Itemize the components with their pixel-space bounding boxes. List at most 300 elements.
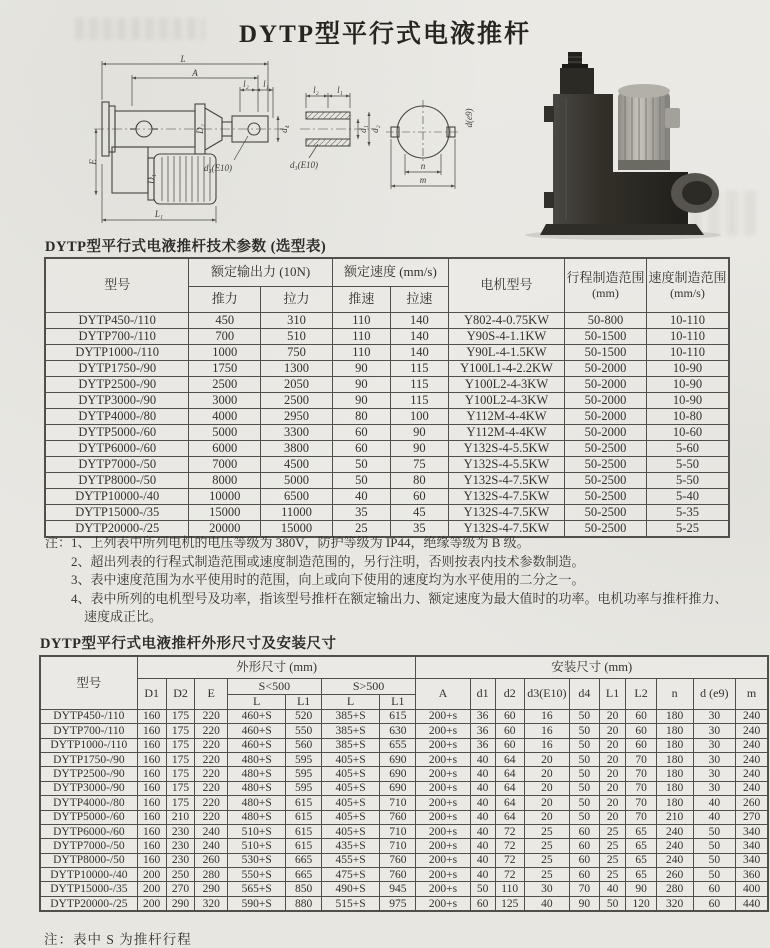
table-cell: 200+s bbox=[416, 738, 470, 752]
table-cell: 240 bbox=[656, 824, 693, 838]
table-cell: DYTP7000-/50 bbox=[46, 457, 189, 473]
col-header-d-e9: d (e9) bbox=[693, 679, 736, 710]
table-cell: 8000 bbox=[189, 473, 261, 489]
table-cell: 50 bbox=[599, 896, 626, 910]
table-cell: 320 bbox=[195, 896, 227, 910]
table-cell: 25 bbox=[524, 824, 569, 838]
table-cell: 5-25 bbox=[646, 521, 728, 537]
table-cell: 50 bbox=[570, 781, 600, 795]
table-cell: 45 bbox=[390, 505, 448, 521]
table-cell: 15000 bbox=[189, 505, 261, 521]
drawing-main-view bbox=[94, 61, 286, 223]
table-cell: 160 bbox=[137, 738, 166, 752]
table-cell: 60 bbox=[626, 709, 656, 723]
table-cell: 340 bbox=[736, 824, 768, 838]
table-cell: 90 bbox=[332, 393, 390, 409]
table-cell: 180 bbox=[656, 767, 693, 781]
table-cell: 200 bbox=[137, 896, 166, 910]
table-cell: 20 bbox=[524, 752, 569, 766]
dim-label-section-l1: l₁ bbox=[337, 85, 343, 95]
table-cell: 16 bbox=[524, 724, 569, 738]
table-cell: 200+s bbox=[416, 767, 470, 781]
table-cell: 665 bbox=[286, 853, 321, 867]
table-cell: 260 bbox=[195, 853, 227, 867]
table-cell: 4000 bbox=[189, 409, 261, 425]
table-cell: 160 bbox=[137, 796, 166, 810]
table-cell: 405+S bbox=[321, 781, 379, 795]
table-cell: 40 bbox=[470, 868, 495, 882]
table-cell: 710 bbox=[380, 796, 416, 810]
table-cell: 50 bbox=[570, 738, 600, 752]
table-cell: 240 bbox=[736, 781, 768, 795]
table-cell: 615 bbox=[380, 709, 416, 723]
table-cell: 5-50 bbox=[646, 473, 728, 489]
table-cell: 160 bbox=[137, 767, 166, 781]
table-cell: DYTP1000-/110 bbox=[46, 345, 189, 361]
table-cell: 50-2000 bbox=[565, 377, 647, 393]
table-cell: Y132S-4-7.5KW bbox=[448, 521, 564, 537]
col-header-stroke-range bbox=[565, 259, 647, 313]
table-cell: 180 bbox=[656, 796, 693, 810]
table-row bbox=[46, 329, 729, 345]
table-cell: 50-2500 bbox=[565, 473, 647, 489]
table-cell: 1750 bbox=[189, 361, 261, 377]
table-cell: 200+s bbox=[416, 709, 470, 723]
dim-label-L: L bbox=[180, 54, 186, 64]
table-cell: 615 bbox=[286, 796, 321, 810]
table-cell: 70 bbox=[570, 882, 600, 896]
table-cell: 20 bbox=[599, 724, 626, 738]
table-cell: Y100L2-4-3KW bbox=[448, 377, 564, 393]
table-cell: 50-2500 bbox=[565, 505, 647, 521]
table-cell: 90 bbox=[332, 361, 390, 377]
table-cell: 11000 bbox=[261, 505, 333, 521]
table-cell: 4500 bbox=[261, 457, 333, 473]
table-cell: 455+S bbox=[321, 853, 379, 867]
table-cell: DYTP4000-/80 bbox=[46, 409, 189, 425]
table-cell: 50-2000 bbox=[565, 409, 647, 425]
table-cell: 480+S bbox=[227, 781, 285, 795]
dim-label-d3e10: d₃(E10) bbox=[203, 163, 233, 173]
table-cell: 385+S bbox=[321, 724, 379, 738]
table-cell: 50-2500 bbox=[565, 457, 647, 473]
table-cell: 60 bbox=[570, 839, 600, 853]
table-cell: DYTP3000-/90 bbox=[41, 781, 138, 795]
col-header-L1-install: L1 bbox=[599, 679, 626, 710]
table-cell: 30 bbox=[693, 709, 736, 723]
table-cell: 180 bbox=[656, 709, 693, 723]
table-cell: 280 bbox=[656, 882, 693, 896]
table-cell: 40 bbox=[470, 824, 495, 838]
table-cell: 50 bbox=[570, 767, 600, 781]
table-cell: 30 bbox=[693, 724, 736, 738]
table-cell: 50-800 bbox=[565, 313, 647, 329]
table-cell: DYTP8000-/50 bbox=[41, 853, 138, 867]
table-cell: 40 bbox=[693, 796, 736, 810]
col-header-rated-speed: 额定速度 (mm/s) bbox=[332, 259, 448, 287]
table-cell: 50 bbox=[570, 724, 600, 738]
table-cell: 175 bbox=[166, 709, 195, 723]
table-cell: 5-50 bbox=[646, 457, 728, 473]
table-row bbox=[46, 489, 729, 505]
table-cell: 690 bbox=[380, 767, 416, 781]
table-cell: 25 bbox=[524, 839, 569, 853]
table-cell: 760 bbox=[380, 853, 416, 867]
table-row bbox=[41, 868, 768, 882]
table-cell: 510+S bbox=[227, 824, 285, 838]
table-cell: 70 bbox=[626, 767, 656, 781]
tech-table-title: DYTP型平行式电液推杆技术参数 (选型表) bbox=[45, 239, 327, 255]
table-cell: 10-110 bbox=[646, 329, 728, 345]
table-cell: 40 bbox=[470, 810, 495, 824]
table-cell: 175 bbox=[166, 781, 195, 795]
col-header-model: 型号 bbox=[46, 259, 189, 313]
table-cell: 220 bbox=[195, 781, 227, 795]
table-cell: DYTP6000-/60 bbox=[46, 441, 189, 457]
col-header-push-speed: 推速 bbox=[332, 287, 390, 313]
table-row bbox=[46, 393, 729, 409]
table-cell: 760 bbox=[380, 868, 416, 882]
table-cell: 280 bbox=[195, 868, 227, 882]
table-cell: DYTP450-/110 bbox=[46, 313, 189, 329]
table-cell: 160 bbox=[137, 724, 166, 738]
table-cell: 40 bbox=[599, 882, 626, 896]
table-row bbox=[46, 361, 729, 377]
table-cell: 440 bbox=[736, 896, 768, 910]
table-cell: 90 bbox=[390, 441, 448, 457]
table-cell: 20 bbox=[599, 709, 626, 723]
col-header-E: E bbox=[195, 679, 227, 710]
note-line-3: 3、表中速度范围为水平使用时的范围，向上或向下使用的速度均为水平使用的二分之一。 bbox=[71, 572, 585, 588]
table-cell: 320 bbox=[656, 896, 693, 910]
table-cell: 50-1500 bbox=[565, 345, 647, 361]
table-cell: 480+S bbox=[227, 810, 285, 824]
table-cell: 615 bbox=[286, 824, 321, 838]
table-cell: 590+S bbox=[227, 896, 285, 910]
table-cell: DYTP5000-/60 bbox=[46, 425, 189, 441]
table-cell: 40 bbox=[470, 853, 495, 867]
table-cell: 220 bbox=[195, 738, 227, 752]
table-cell: 75 bbox=[390, 457, 448, 473]
table-cell: 180 bbox=[656, 752, 693, 766]
table-cell: 945 bbox=[380, 882, 416, 896]
col-header-d2: d2 bbox=[495, 679, 524, 710]
table-row bbox=[46, 313, 729, 329]
col-header-model2: 型号 bbox=[41, 657, 138, 710]
table-cell: 880 bbox=[286, 896, 321, 910]
table-cell: 385+S bbox=[321, 738, 379, 752]
motor bbox=[618, 84, 680, 170]
table-cell: Y90S-4-1.1KW bbox=[448, 329, 564, 345]
page-title: DYTP型平行式电液推杆 bbox=[238, 21, 532, 48]
table-cell: 180 bbox=[656, 781, 693, 795]
col-header-n: n bbox=[656, 679, 693, 710]
dim-label-D1: D₁ bbox=[146, 174, 156, 184]
col-header-L-gt: L bbox=[321, 695, 379, 710]
table-cell: 140 bbox=[390, 329, 448, 345]
table-cell: DYTP15000-/35 bbox=[46, 505, 189, 521]
table-cell: 435+S bbox=[321, 839, 379, 853]
table-cell: 490+S bbox=[321, 882, 379, 896]
table-cell: 565+S bbox=[227, 882, 285, 896]
speed-range-unit: (mm/s) bbox=[670, 286, 705, 301]
dim-label-A: A bbox=[192, 68, 198, 78]
table-cell: DYTP1750-/90 bbox=[46, 361, 189, 377]
table-cell: 6000 bbox=[189, 441, 261, 457]
table-cell: 2950 bbox=[261, 409, 333, 425]
table-cell: 60 bbox=[693, 896, 736, 910]
table-cell: DYTP4000-/80 bbox=[41, 796, 138, 810]
table-row bbox=[41, 824, 768, 838]
note-line-2: 2、超出列表的行程式制造范围或速度制造范围的，另行注明，否则按表内技术参数制造。 bbox=[71, 553, 585, 569]
table-cell: DYTP1000-/110 bbox=[41, 738, 138, 752]
dim-label-section-d1: d₁ bbox=[358, 125, 368, 133]
table-cell: 460+S bbox=[227, 738, 285, 752]
table-cell: 60 bbox=[626, 738, 656, 752]
table-cell: 15000 bbox=[261, 521, 333, 537]
end-view-dimension-labels bbox=[420, 109, 474, 186]
tech-table-notes bbox=[45, 534, 750, 627]
table-cell: 700 bbox=[189, 329, 261, 345]
table-cell: 25 bbox=[599, 853, 626, 867]
table-cell: 60 bbox=[332, 425, 390, 441]
table-cell: 655 bbox=[380, 738, 416, 752]
table-cell: 2500 bbox=[261, 393, 333, 409]
col-header-d3: d3(E10) bbox=[524, 679, 569, 710]
table-cell: 2500 bbox=[189, 377, 261, 393]
table-cell: 30 bbox=[693, 752, 736, 766]
table-cell: 110 bbox=[495, 882, 524, 896]
table-row bbox=[41, 752, 768, 766]
table-cell: DYTP2500-/90 bbox=[41, 767, 138, 781]
table-cell: 160 bbox=[137, 824, 166, 838]
table-cell: 36 bbox=[470, 709, 495, 723]
table-cell: 60 bbox=[495, 724, 524, 738]
table-cell: 20 bbox=[599, 752, 626, 766]
table-cell: 10-110 bbox=[646, 345, 728, 361]
table-row bbox=[46, 425, 729, 441]
col-header-A: A bbox=[416, 679, 470, 710]
col-header-pull-speed: 拉速 bbox=[390, 287, 448, 313]
table-cell: 460+S bbox=[227, 724, 285, 738]
table-cell: 230 bbox=[166, 839, 195, 853]
drawing-dimension-labels bbox=[88, 54, 289, 219]
table-cell: 36 bbox=[470, 724, 495, 738]
dim-label-l1: l₁ bbox=[263, 79, 269, 89]
section-dimension-labels bbox=[290, 85, 380, 170]
table-cell: 60 bbox=[470, 896, 495, 910]
table-row bbox=[41, 738, 768, 752]
table-cell: 2050 bbox=[261, 377, 333, 393]
table-cell: 50 bbox=[470, 882, 495, 896]
table-cell: 70 bbox=[626, 781, 656, 795]
table-cell: 65 bbox=[626, 853, 656, 867]
table-cell: 160 bbox=[137, 752, 166, 766]
table-cell: 40 bbox=[470, 781, 495, 795]
table-cell: 200+s bbox=[416, 724, 470, 738]
table-cell: 615 bbox=[286, 839, 321, 853]
table-cell: 260 bbox=[656, 868, 693, 882]
table-cell: 290 bbox=[195, 882, 227, 896]
table-cell: 200+s bbox=[416, 853, 470, 867]
table-cell: 20 bbox=[599, 767, 626, 781]
table-cell: 690 bbox=[380, 752, 416, 766]
table-cell: DYTP1750-/90 bbox=[41, 752, 138, 766]
col-header-pull-force: 拉力 bbox=[261, 287, 333, 313]
table-cell: 595 bbox=[286, 767, 321, 781]
table-cell: 20000 bbox=[189, 521, 261, 537]
table-cell: 210 bbox=[656, 810, 693, 824]
table-cell: 850 bbox=[286, 882, 321, 896]
table-cell: 30 bbox=[524, 882, 569, 896]
table-cell: DYTP15000-/35 bbox=[41, 882, 138, 896]
table-cell: 70 bbox=[626, 796, 656, 810]
table-cell: 50 bbox=[693, 824, 736, 838]
table-cell: DYTP700-/110 bbox=[41, 724, 138, 738]
table-cell: 250 bbox=[166, 868, 195, 882]
table-cell: 110 bbox=[332, 329, 390, 345]
col-header-s-gt-500: S>500 bbox=[321, 679, 416, 695]
table-cell: 65 bbox=[626, 824, 656, 838]
table-cell: 25 bbox=[599, 824, 626, 838]
note-line-4: 4、表中所列的电机型号及功率，指该型号推杆在额定输出力、额定速度为最大值时的功率。电机功率与推杆推力、 bbox=[71, 590, 728, 606]
col-header-L2: L2 bbox=[626, 679, 656, 710]
table-cell: 40 bbox=[332, 489, 390, 505]
table-cell: 70 bbox=[626, 810, 656, 824]
table-cell: 20 bbox=[524, 796, 569, 810]
table-cell: 290 bbox=[166, 896, 195, 910]
col-header-d1: d1 bbox=[470, 679, 495, 710]
table-cell: 550 bbox=[286, 724, 321, 738]
table-cell: 40 bbox=[524, 896, 569, 910]
table-cell: 110 bbox=[332, 345, 390, 361]
table-cell: 115 bbox=[390, 377, 448, 393]
table-cell: 20 bbox=[524, 810, 569, 824]
table-cell: 975 bbox=[380, 896, 416, 910]
table-cell: 50 bbox=[693, 868, 736, 882]
technical-drawing bbox=[88, 54, 474, 234]
col-header-install-dims: 安装尺寸 (mm) bbox=[416, 657, 768, 679]
table-cell: 510+S bbox=[227, 839, 285, 853]
dim-label-l2: l₂ bbox=[243, 79, 249, 89]
dim-label-L1: L₁ bbox=[154, 209, 164, 219]
table-cell: 25 bbox=[524, 853, 569, 867]
dim-label-E: E bbox=[88, 159, 98, 165]
table-cell: 30 bbox=[693, 738, 736, 752]
table-cell: Y100L2-4-3KW bbox=[448, 393, 564, 409]
table-cell: 200+s bbox=[416, 824, 470, 838]
table-cell: 20 bbox=[599, 781, 626, 795]
table-cell: 360 bbox=[736, 868, 768, 882]
table-cell: 400 bbox=[736, 882, 768, 896]
table-cell: 90 bbox=[626, 882, 656, 896]
table-row bbox=[41, 709, 768, 723]
table-cell: 16 bbox=[524, 738, 569, 752]
table-row bbox=[41, 724, 768, 738]
table-cell: 64 bbox=[495, 810, 524, 824]
col-header-push-force: 推力 bbox=[189, 287, 261, 313]
dim-table-body bbox=[41, 709, 768, 910]
table-cell: 30 bbox=[693, 767, 736, 781]
dim-label-n: n bbox=[420, 161, 426, 171]
table-cell: 405+S bbox=[321, 752, 379, 766]
table-cell: 515+S bbox=[321, 896, 379, 910]
table-row bbox=[46, 345, 729, 361]
table-cell: 3300 bbox=[261, 425, 333, 441]
col-header-outline-dims: 外形尺寸 (mm) bbox=[137, 657, 416, 679]
table-cell: 50-2500 bbox=[565, 489, 647, 505]
table-cell: 140 bbox=[390, 313, 448, 329]
table-cell: Y112M-4-4KW bbox=[448, 425, 564, 441]
table-row bbox=[46, 409, 729, 425]
table-cell: 175 bbox=[166, 767, 195, 781]
table-cell: 10-110 bbox=[646, 313, 728, 329]
table-cell: 240 bbox=[195, 824, 227, 838]
table-cell: 405+S bbox=[321, 767, 379, 781]
table-cell: 270 bbox=[166, 882, 195, 896]
table-row bbox=[41, 767, 768, 781]
table-cell: 200 bbox=[137, 868, 166, 882]
table-cell: 40 bbox=[470, 839, 495, 853]
table-cell: 200+s bbox=[416, 752, 470, 766]
table-cell: 10-90 bbox=[646, 361, 728, 377]
table-cell: 60 bbox=[495, 738, 524, 752]
table-cell: 5000 bbox=[189, 425, 261, 441]
table-cell: 160 bbox=[137, 853, 166, 867]
table-cell: 340 bbox=[736, 853, 768, 867]
table-cell: 120 bbox=[626, 896, 656, 910]
table-cell: 50 bbox=[332, 473, 390, 489]
table-cell: 760 bbox=[380, 810, 416, 824]
table-cell: 560 bbox=[286, 738, 321, 752]
col-header-m: m bbox=[736, 679, 768, 710]
table-cell: 72 bbox=[495, 853, 524, 867]
table-cell: 460+S bbox=[227, 709, 285, 723]
table-cell: DYTP5000-/60 bbox=[41, 810, 138, 824]
table-row bbox=[41, 896, 768, 910]
table-cell: 80 bbox=[390, 473, 448, 489]
table-cell: 140 bbox=[390, 345, 448, 361]
table-cell: 115 bbox=[390, 393, 448, 409]
table-cell: DYTP10000-/40 bbox=[41, 868, 138, 882]
table-cell: 240 bbox=[736, 738, 768, 752]
table-cell: 60 bbox=[570, 868, 600, 882]
table-row bbox=[41, 853, 768, 867]
table-cell: 220 bbox=[195, 767, 227, 781]
table-cell: 175 bbox=[166, 724, 195, 738]
table-row bbox=[46, 473, 729, 489]
table-cell: 10-90 bbox=[646, 377, 728, 393]
table-cell: 405+S bbox=[321, 810, 379, 824]
table-cell: 690 bbox=[380, 781, 416, 795]
table-row bbox=[41, 839, 768, 853]
table-cell: 70 bbox=[626, 752, 656, 766]
table-cell: Y132S-4-7.5KW bbox=[448, 505, 564, 521]
table-cell: Y90L-4-1.5KW bbox=[448, 345, 564, 361]
table-cell: 16 bbox=[524, 709, 569, 723]
table-cell: 175 bbox=[166, 796, 195, 810]
table-cell: 25 bbox=[524, 868, 569, 882]
table-cell: 35 bbox=[332, 505, 390, 521]
table-cell: 1000 bbox=[189, 345, 261, 361]
col-header-speed-range bbox=[646, 259, 728, 313]
table-cell: 60 bbox=[570, 853, 600, 867]
col-header-L-lt: L bbox=[227, 695, 285, 710]
table-cell: 50 bbox=[570, 810, 600, 824]
table-cell: 710 bbox=[380, 824, 416, 838]
table-cell: 160 bbox=[137, 709, 166, 723]
table-cell: 210 bbox=[166, 810, 195, 824]
